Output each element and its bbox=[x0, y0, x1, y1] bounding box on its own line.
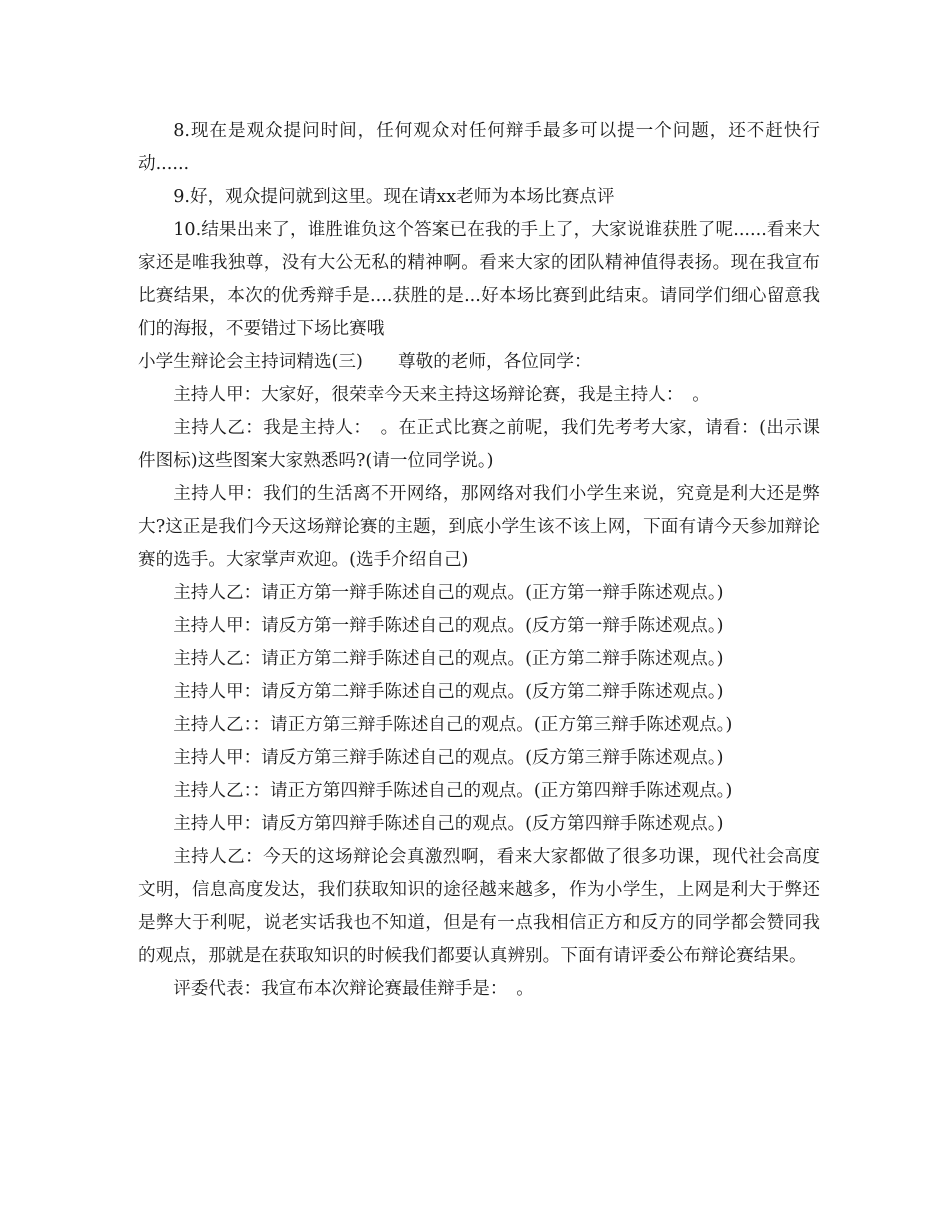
paragraph-results: 10.结果出来了，谁胜谁负这个答案已在我的手上了，大家说谁获胜了呢......看来大家还是唯我独尊，没有大公无私的精神啊。看来大家的团队精神值得表扬。现在我宣布比赛结果，本次的优秀辩手是....获胜的是...好本场比赛到此结束。请同学们细心留意我们的海报，不要错过下场比赛哦 bbox=[138, 220, 820, 339]
paragraph-host-a-topic: 主持人甲：我们的生活离不开网络，那网络对我们小学生来说，究竟是利大还是弊大?这正是我们今天这场辩论赛的主题，到底小学生该不该上网，下面有请今天参加辩论赛的选手。大家掌声欢迎。(选手介绍自己) bbox=[138, 484, 820, 570]
paragraph-host-a-intro: 主持人甲：大家好，很荣幸今天来主持这场辩论赛，我是主持人： 。 bbox=[173, 385, 710, 405]
paragraph-affirmative-second: 主持人乙：请正方第二辩手陈述自己的观点。(正方第二辩手陈述观点。) bbox=[173, 649, 724, 669]
paragraph-teacher-comment: 9.好，观众提问就到这里。现在请xx老师为本场比赛点评 bbox=[173, 187, 615, 207]
paragraph-negative-first: 主持人甲：请反方第一辩手陈述自己的观点。(反方第一辩手陈述观点。) bbox=[173, 616, 724, 636]
paragraph-negative-second: 主持人甲：请反方第二辩手陈述自己的观点。(反方第二辩手陈述观点。) bbox=[173, 682, 724, 702]
section-heading: 小学生辩论会主持词精选(三) 尊敬的老师，各位同学： bbox=[138, 352, 592, 372]
paragraph-negative-fourth: 主持人甲：请反方第四辩手陈述自己的观点。(反方第四辩手陈述观点。) bbox=[173, 814, 724, 834]
paragraph-audience-questions: 8.现在是观众提问时间，任何观众对任何辩手最多可以提一个问题，还不赶快行动...... bbox=[138, 121, 820, 174]
paragraph-negative-third: 主持人甲：请反方第三辩手陈述自己的观点。(反方第三辩手陈述观点。) bbox=[173, 748, 724, 768]
paragraph-judge-announcement: 评委代表：我宣布本次辩论赛最佳辩手是： 。 bbox=[173, 979, 534, 999]
paragraph-host-b-intro: 主持人乙：我是主持人： 。在正式比赛之前呢，我们先考考大家，请看：(出示课件图标)这些图案大家熟悉吗?(请一位同学说。) bbox=[138, 418, 820, 471]
paragraph-affirmative-third: 主持人乙：：请正方第三辩手陈述自己的观点。(正方第三辩手陈述观点。) bbox=[173, 715, 733, 735]
paragraph-affirmative-first: 主持人乙：请正方第一辩手陈述自己的观点。(正方第一辩手陈述观点。) bbox=[173, 583, 724, 603]
paragraph-affirmative-fourth: 主持人乙：：请正方第四辩手陈述自己的观点。(正方第四辩手陈述观点。) bbox=[173, 781, 733, 801]
paragraph-host-b-closing: 主持人乙：今天的这场辩论会真激烈啊，看来大家都做了很多功课，现代社会高度文明，信息高度发达，我们获取知识的途径越来越多，作为小学生，上网是利大于弊还是弊大于利呢，说老实话我也不知道，但是有一点我相信正方和反方的同学都会赞同我的观点，那就是在获取知识的时候我们都要认真辨别。下面有请评委公布辩论赛结果。 bbox=[138, 847, 820, 966]
